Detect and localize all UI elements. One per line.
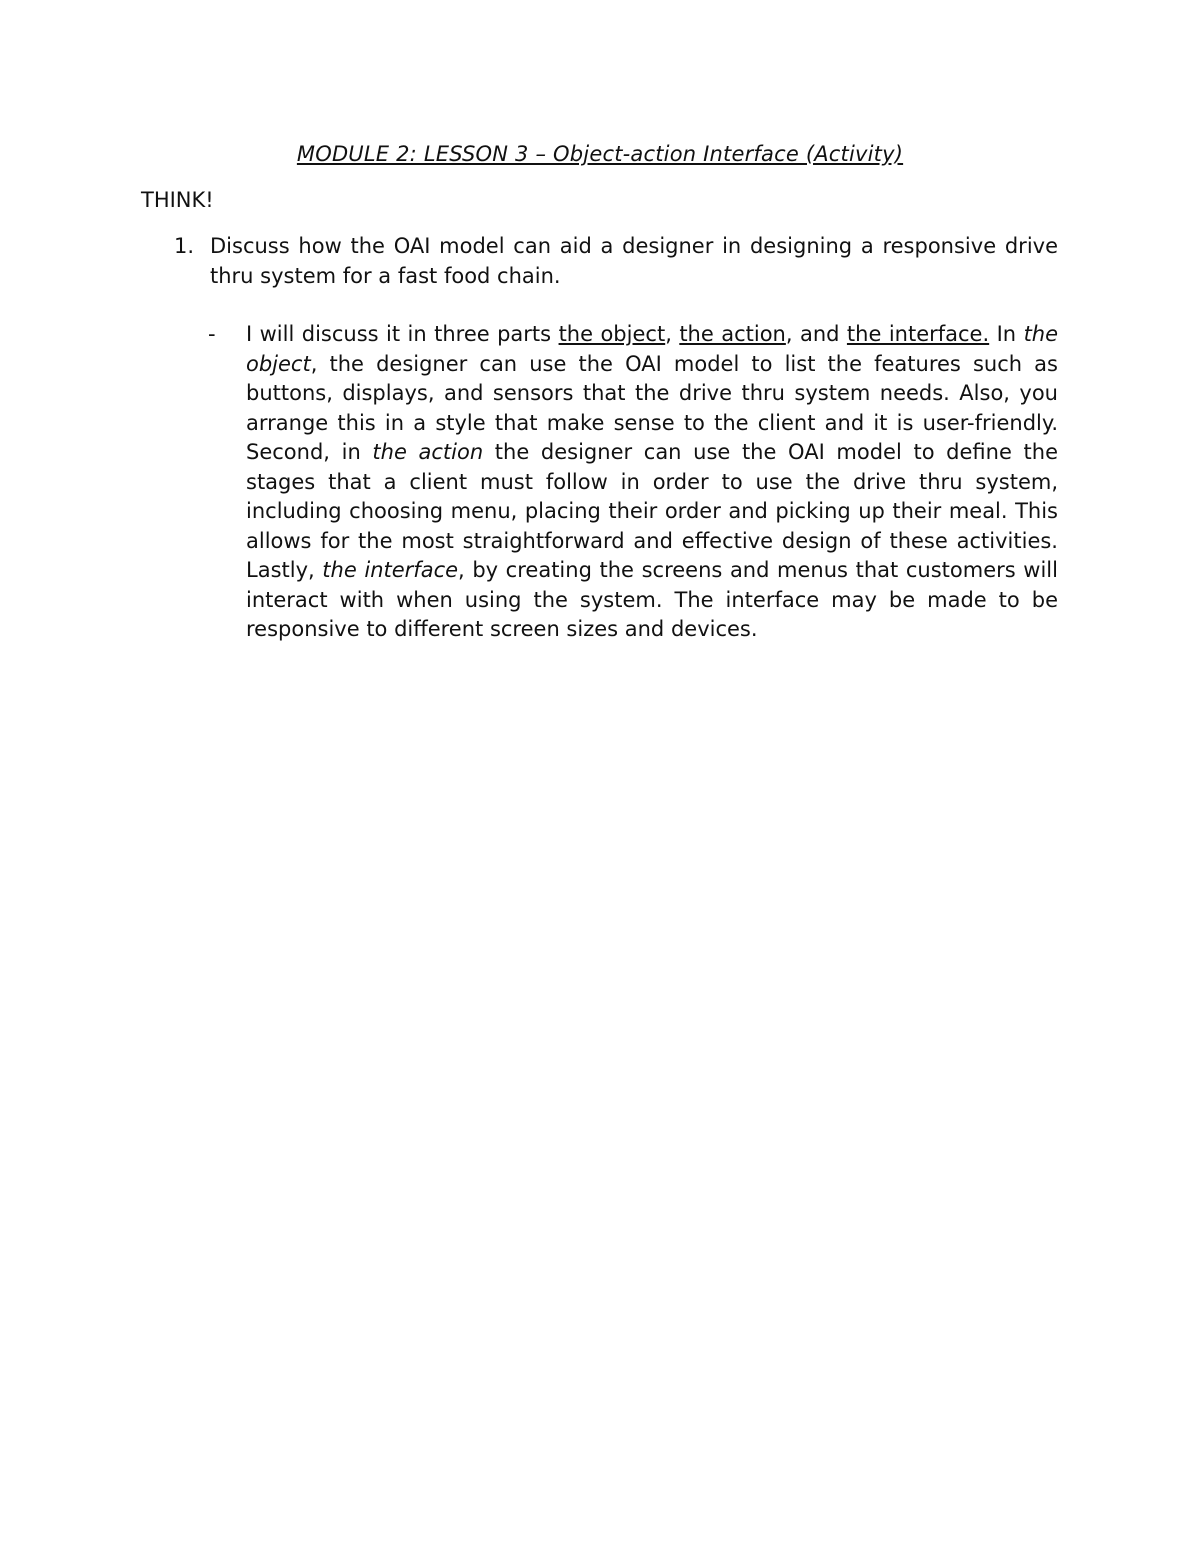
answer-run: , the designer can use the OAI model to list the features such as buttons, displays, and sensors that the drive thru system needs. Also, you arrange this in a style that make sense to the client and it is user-friendly. Second, in bbox=[246, 351, 1058, 464]
underlined-term-object: the object bbox=[558, 322, 666, 346]
answer-run: , bbox=[665, 322, 680, 346]
underlined-term-interface: the interface. bbox=[846, 322, 990, 346]
question-text: Discuss how the OAI model can aid a designer in designing a responsive drive thru system for a fast food chain. bbox=[210, 234, 1058, 288]
answer-bullet: - bbox=[208, 322, 216, 346]
answer-run: , and bbox=[785, 322, 847, 346]
section-label: THINK! bbox=[141, 188, 214, 212]
answer-item bbox=[208, 320, 1058, 645]
document-title: MODULE 2: LESSON 3 – Object-action Interface (Activity) bbox=[296, 142, 904, 166]
answer-run: In bbox=[989, 322, 1024, 346]
answer-text bbox=[246, 320, 1058, 645]
question-number: 1. bbox=[174, 234, 195, 258]
italic-term-object: the object bbox=[246, 322, 1059, 376]
underlined-term-action: the action bbox=[679, 322, 786, 346]
answer-run: , by creating the screens and menus that customers will interact with when using the system. The interface may be made to be responsive to different screen sizes and devices. bbox=[246, 558, 1058, 641]
italic-term-interface: the interface bbox=[322, 558, 459, 582]
question-item bbox=[174, 232, 1058, 291]
italic-term-action: the action bbox=[372, 440, 484, 464]
answer-run: the designer can use the OAI model to define the stages that a client must follow in order to use the drive thru system, including choosing menu, placing their order and picking up their meal. This allows for the most straightforward and effective design of these activities. Lastly, bbox=[246, 440, 1058, 582]
answer-run: I will discuss it in three parts bbox=[246, 322, 559, 346]
